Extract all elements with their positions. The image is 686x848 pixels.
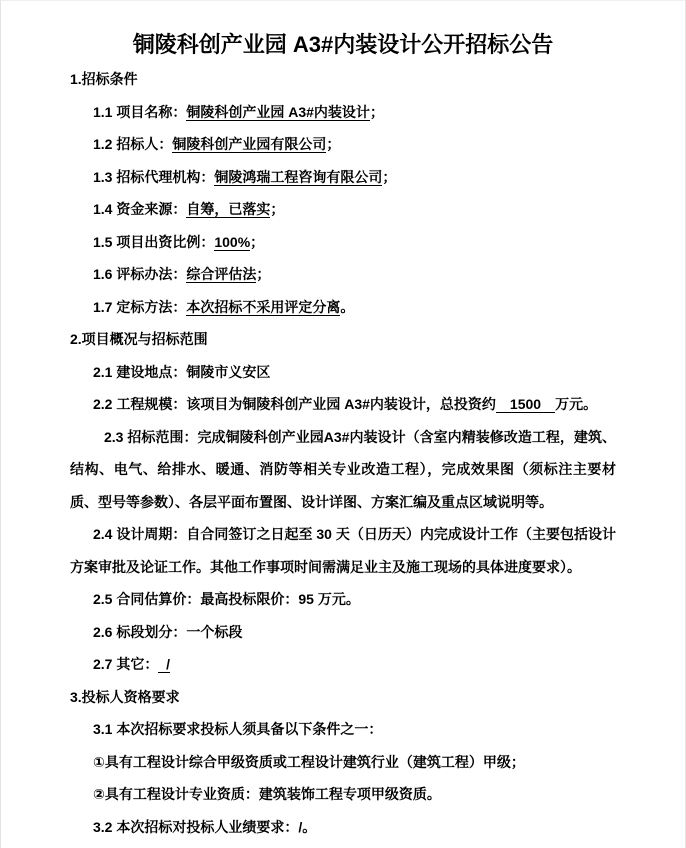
item-2-2-value-underlined: 1500 xyxy=(495,396,556,412)
item-1-1-tail: ； xyxy=(369,103,384,120)
item-1-6-tail: ； xyxy=(256,266,271,282)
item-2-2-tail: 万元。 xyxy=(555,396,598,412)
item-1-5 xyxy=(70,226,616,259)
item-2-7-label: 2.7 其它： xyxy=(93,656,159,672)
qualification-condition-2: ②具有工程设计专业资质：建筑装饰工程专项甲级资质。 xyxy=(93,786,441,802)
item-1-7-tail: 。 xyxy=(340,298,355,315)
item-1-2-value-underlined: 铜陵科创产业园有限公司 xyxy=(172,136,327,152)
item-3-1: 3.1 本次招标要求投标人须具备以下条件之一： xyxy=(93,721,383,737)
item-1-2-label: 1.2 招标人： xyxy=(93,136,173,152)
item-1-4-tail: ； xyxy=(270,201,285,217)
item-1-1-label: 1.1 项目名称： xyxy=(93,103,187,120)
section-1-heading: 1.招标条件 xyxy=(70,71,138,87)
item-2-4: 2.4 设计周期：自合同签订之日起至 30 天（日历天）内完成设计工作（主要包括设计方案审批及论证工作。其他工作事项时间需满足业主及施工现场的具体进度要求）。 xyxy=(70,526,616,575)
item-1-7-value-underlined: 本次招标不采用评定分离 xyxy=(186,298,341,315)
item-2-6: 2.6 标段划分：一个标段 xyxy=(93,623,243,640)
item-2-7 xyxy=(70,648,616,681)
item-1-3 xyxy=(70,161,616,194)
item-1-7 xyxy=(70,291,616,324)
item-3-2: 3.2 本次招标对投标人业绩要求：/。 xyxy=(93,818,317,835)
item-2-2 xyxy=(70,388,616,421)
item-1-4-value-underlined: 自筹，已落实 xyxy=(186,201,271,217)
item-1-3-tail: ； xyxy=(382,168,397,185)
item-1-4-label: 1.4 资金来源： xyxy=(93,201,187,217)
item-1-3-label: 1.3 招标代理机构： xyxy=(93,168,215,185)
item-1-5-tail: ； xyxy=(250,233,265,250)
section-3-heading: 3.投标人资格要求 xyxy=(70,688,180,705)
item-1-4 xyxy=(70,193,616,226)
qualification-condition-1: ①具有工程设计综合甲级资质或工程设计建筑行业（建筑工程）甲级； xyxy=(93,753,525,770)
item-1-3-value-underlined: 铜陵鸿瑞工程咨询有限公司 xyxy=(214,168,383,185)
item-2-3: 2.3 招标范围：完成铜陵科创产业园A3#内装设计（含室内精装修改造工程，建筑、结构、电气、给排水、暖通、消防等相关专业改造工程），完成效果图（须标注主要材质、型号等参数）、各层平面布置图、设计详图、方案汇编及重点区域说明等。 xyxy=(70,428,616,510)
item-1-1 xyxy=(70,96,616,129)
section-2-heading: 2.项目概况与招标范围 xyxy=(70,331,208,347)
item-1-7-label: 1.7 定标方法： xyxy=(93,298,187,315)
item-2-5: 2.5 合同估算价：最高投标限价：95 万元。 xyxy=(93,591,360,607)
page-title: 铜陵科创产业园 A3#内装设计公开招标公告 xyxy=(132,32,554,57)
item-1-5-label: 1.5 项目出资比例： xyxy=(93,233,215,250)
document-body xyxy=(1,63,685,843)
item-2-2-label: 2.2 工程规模：该项目为铜陵科创产业园 A3#内装设计，总投资约 xyxy=(93,396,496,412)
item-1-6 xyxy=(70,258,616,291)
item-1-6-label: 1.6 评标办法： xyxy=(93,266,187,282)
item-1-2 xyxy=(70,128,616,161)
item-1-6-value-underlined: 综合评估法 xyxy=(186,266,257,282)
item-2-1: 2.1 建设地点：铜陵市义安区 xyxy=(93,363,271,380)
item-1-5-value-underlined: 100% xyxy=(214,233,251,250)
item-2-7-value-underlined: / xyxy=(158,656,171,672)
item-1-1-value-underlined: 铜陵科创产业园 A3#内装设计 xyxy=(186,103,370,120)
item-1-2-tail: ； xyxy=(326,136,341,152)
